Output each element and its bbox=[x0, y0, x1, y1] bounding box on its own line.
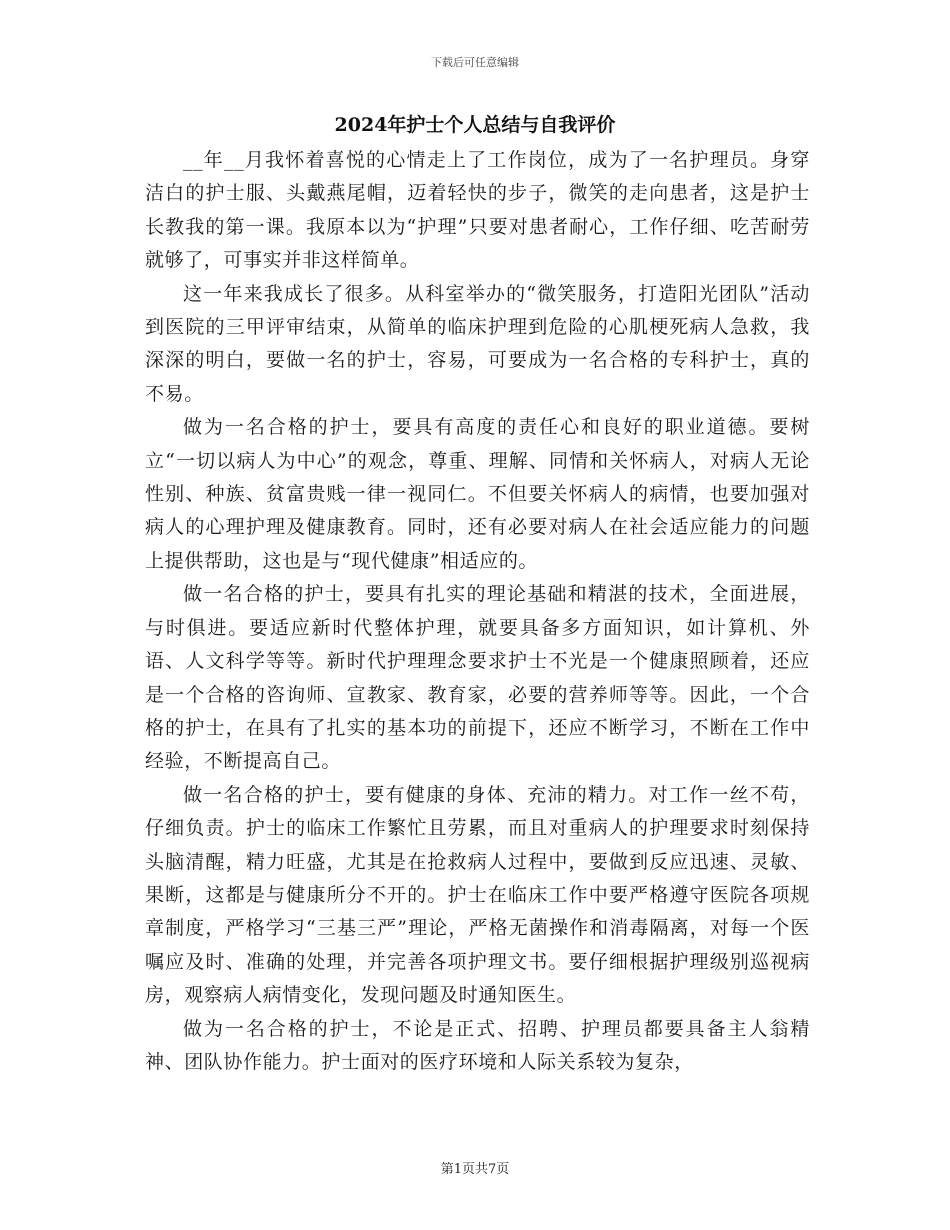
download-note: 下载后可任意编辑 bbox=[431, 56, 519, 69]
paragraph-6: 做为一名合格的护士，不论是正式、招聘、护理员都要具备主人翁精神、团队协作能力。护士面对的医疗环境和人际关系较为复杂， bbox=[145, 1017, 810, 1073]
paragraph-4: 做一名合格的护士，要具有扎实的理论基础和精湛的技术，全面进展，与时俱进。要适应新时代整体护理，就要具备多方面知识，如计算机、外语、人文科学等等。新时代护理理念要求护士不光是一个健康照顾着，还应是一个合格的咨询师、宣教家、教育家，必要的营养师等等。因此，一个合格的护士，在具有了扎实的基本功的前提下，还应不断学习，不断在工作中经验，不断提高自己。 bbox=[145, 583, 810, 773]
paragraph-5: 做一名合格的护士，要有健康的身体、充沛的精力。对工作一丝不苟，仔细负责。护士的临床工作繁忙且劳累，而且对重病人的护理要求时刻保持头脑清醒，精力旺盛，尤其是在抢救病人过程中，要做到反应迅速、灵敏、果断，这都是与健康所分不开的。护士在临床工作中要严格遵守医院各项规章制度，严格学习“三基三严”理论，严格无菌操作和消毒隔离，对每一个医嘱应及时、准确的处理，并完善各项护理文书。要仔细根据护理级别巡视病房，观察病人病情变化，发现问题及时通知医生。 bbox=[145, 783, 810, 1007]
page-indicator: 第1页共7页 bbox=[440, 1162, 510, 1177]
paragraph-2: 这一年来我成长了很多。从科室举办的“微笑服务，打造阳光团队”活动到医院的三甲评审结束，从简单的临床护理到危险的心肌梗死病人急救，我深深的明白，要做一名的护士，容易，可要成为一名合格的专科护士，真的不易。 bbox=[145, 282, 810, 405]
paragraph-1: __年__月我怀着喜悦的心情走上了工作岗位，成为了一名护理员。身穿洁白的护士服、头戴燕尾帽，迈着轻快的步子，微笑的走向患者，这是护士长教我的第一课。我原本以为“护理”只要对患者耐心，工作仔细、吃苦耐劳就够了，可事实并非这样简单。 bbox=[145, 149, 810, 272]
paragraph-3: 做为一名合格的护士，要具有高度的责任心和良好的职业道德。要树立“一切以病人为中心”的观念，尊重、理解、同情和关怀病人，对病人无论性别、种族、贫富贵贱一律一视同仁。不但要关怀病人的病情，也要加强对病人的心理护理及健康教育。同时，还有必要对病人在社会适应能力的问题上提供帮助，这也是与“现代健康”相适应的。 bbox=[145, 416, 810, 572]
document-title: 2024年护士个人总结与自我评价 bbox=[334, 114, 616, 136]
document-body bbox=[145, 144, 810, 1079]
